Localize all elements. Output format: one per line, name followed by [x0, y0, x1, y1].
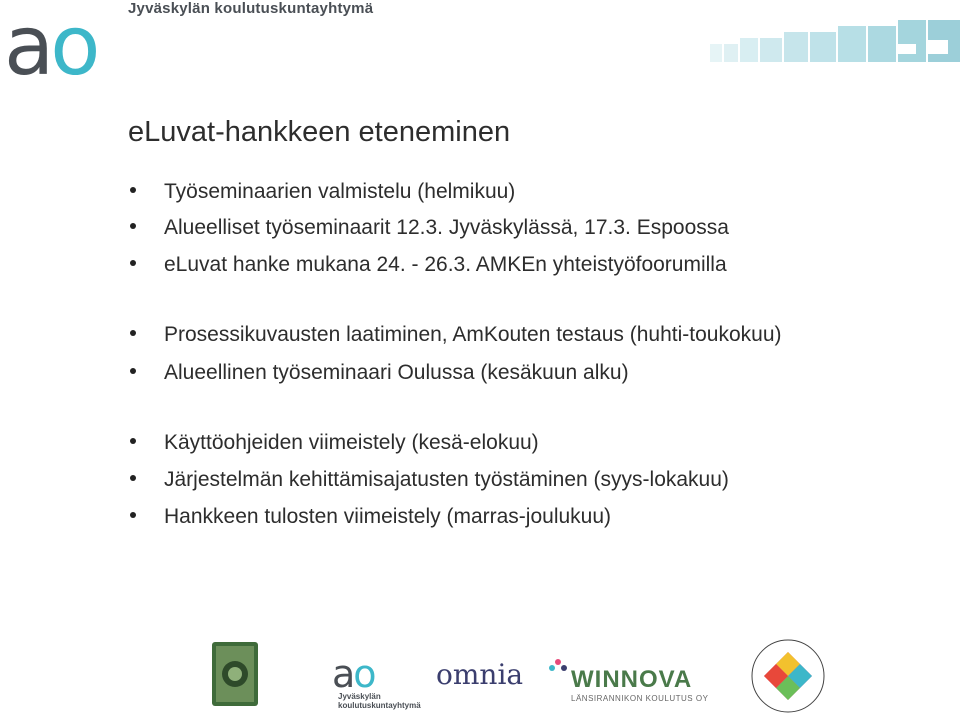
- bullet-dot-icon: [130, 223, 136, 229]
- bullet-dot-icon: [130, 475, 136, 481]
- list-item: eLuvat hanke mukana 24. - 26.3. AMKEn yhteistyöfoorumilla: [130, 253, 727, 277]
- ao-footer-logo: ao Jyväskylän koulutuskuntayhtymä: [332, 652, 421, 710]
- opetushallitus-logo: [748, 636, 828, 716]
- green-stamp-logo: [212, 642, 258, 706]
- header-logo: [0, 0, 400, 94]
- bullet-dot-icon: [130, 260, 136, 266]
- list-item: Hankkeen tulosten viimeistely (marras-joulukuu): [130, 505, 611, 529]
- bullet-dot-icon: [130, 438, 136, 444]
- list-item: Käyttöohjeiden viimeistely (kesä-elokuu): [130, 431, 539, 455]
- list-item: Alueellinen työseminaari Oulussa (kesäkuun alku): [130, 361, 629, 385]
- bullet-dot-icon: [130, 187, 136, 193]
- org-name: Jyväskylän koulutuskuntayhtymä: [128, 0, 374, 17]
- list-item: Prosessikuvausten laatiminen, AmKouten testaus (huhti-toukokuu): [130, 323, 782, 347]
- winnova-logo: WINNOVA LÄNSIRANNIKON KOULUTUS OY: [571, 666, 709, 703]
- ao-logo-mark: ao: [4, 0, 97, 94]
- bullet-dot-icon: [130, 512, 136, 518]
- omnia-dots-icon: [548, 658, 568, 674]
- slide-title: eLuvat-hankkeen eteneminen: [128, 116, 511, 148]
- bullet-dot-icon: [130, 368, 136, 374]
- list-item: Alueelliset työseminaarit 12.3. Jyväskylässä, 17.3. Espoossa: [130, 216, 729, 240]
- ao-footer-mark: ao: [332, 652, 375, 696]
- list-item: Työseminaarien valmistelu (helmikuu): [130, 180, 515, 204]
- footer-logos: [0, 630, 960, 724]
- decorative-squares: [710, 14, 960, 74]
- omnia-logo: omnia: [436, 658, 523, 691]
- bullet-dot-icon: [130, 330, 136, 336]
- list-item: Järjestelmän kehittämisajatusten työstäminen (syys-lokakuu): [130, 468, 729, 492]
